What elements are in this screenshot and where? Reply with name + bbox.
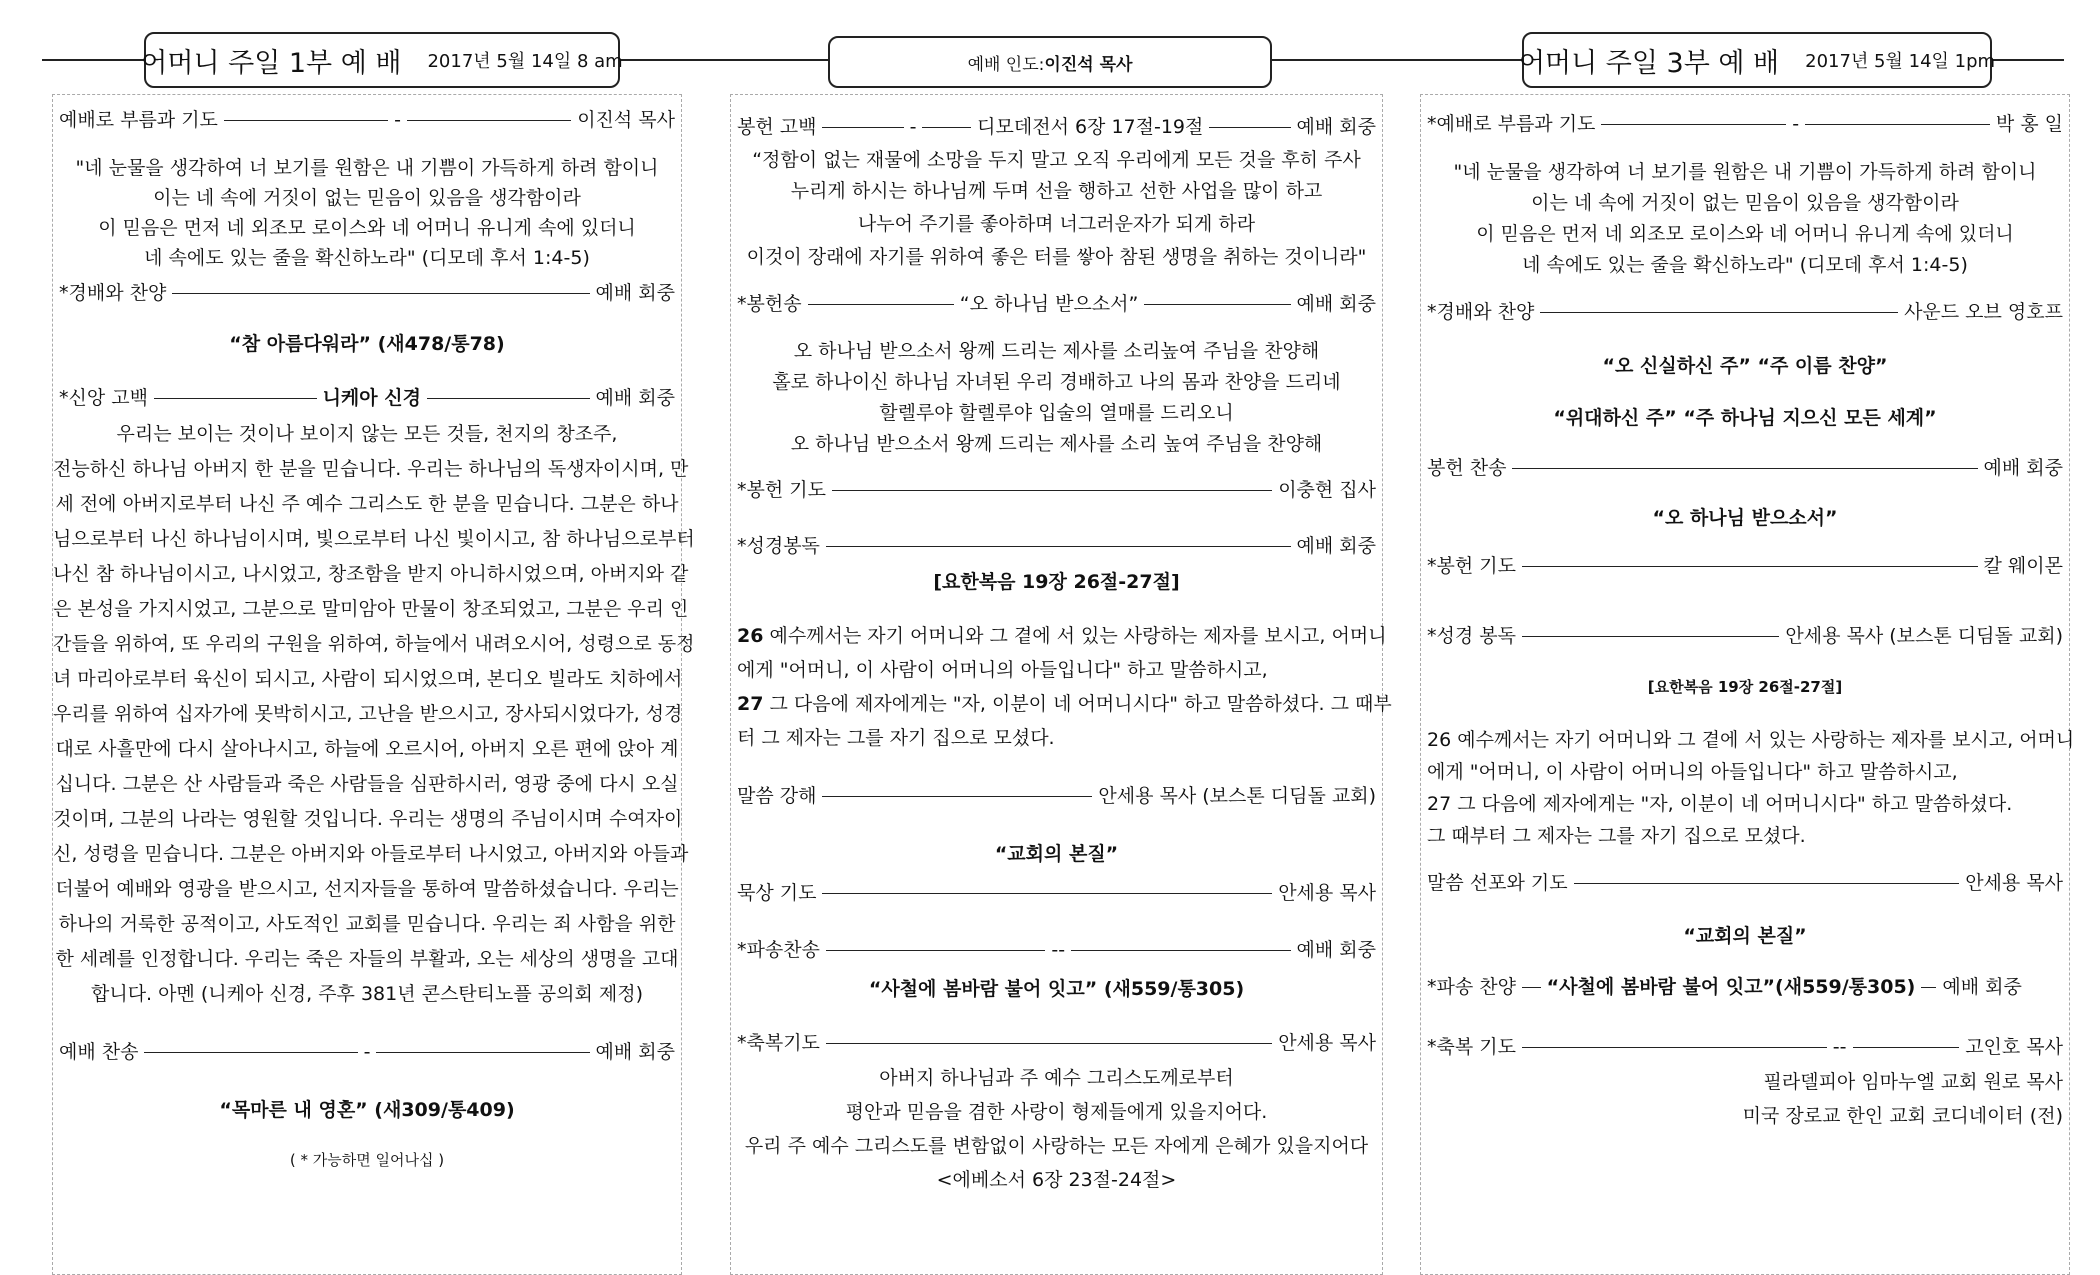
verse-line: 네 속에도 있는 줄을 확신하노라" (디모데 후서 1:4-5) [144, 247, 590, 269]
scripture-line: 27 그 다음에 제자에게는 "자, 이분이 네 어머니시다" 하고 말씀하셨다. [1427, 793, 2013, 815]
sending-song-line: *파송 찬양 “사철에 봄바람 불어 잇고” (새559/통305) 예배 회중 [1427, 976, 2022, 998]
praise-songs: “오 신실하신 주” “주 이름 찬양” [1602, 355, 1888, 377]
service-3-title: 어머니 주일 3부 예 배 [1518, 47, 1780, 79]
offering-prayer-line: *봉헌 기도 이충현 집사 [737, 479, 1376, 501]
sermon-line: 말씀 강해 안세용 목사 (보스톤 디딤돌 교회) [737, 785, 1376, 807]
service-1-title-box [141, 32, 623, 88]
leader-box [828, 36, 1272, 88]
silent-prayer-line: 묵상 기도 안세용 목사 [737, 882, 1376, 904]
blessing-text: <에베소서 6장 23절-24절> [936, 1169, 1177, 1191]
creed-text: 세 전에 아버지로부터 나신 주 예수 그리스도 한 분을 믿습니다. 그분은 하나 [55, 493, 679, 515]
reading-line: *성경봉독 예배 회중 [737, 535, 1376, 557]
offering-verse: “정함이 없는 재물에 소망을 두지 말고 오직 우리에게 모든 것을 후히 주사 [752, 149, 1361, 171]
leader-label: 예배 인도: [967, 54, 1045, 75]
scripture-line: 터 그 제자는 그를 자기 집으로 모셨다. [737, 727, 1055, 749]
offering-verse: 이것이 장래에 자기를 위하여 좋은 터를 쌓아 참된 생명을 취하는 것이니라" [746, 246, 1367, 268]
scripture-reference: [요한복음 19장 26절-27절] [1647, 678, 1843, 696]
blessing-line: *축복기도 안세용 목사 [737, 1032, 1376, 1054]
creed-text: 나신 참 하나님이시고, 나시었고, 창조함을 받지 아니하시었으며, 아버지와 같 [53, 563, 689, 585]
verse-line: 이 믿음은 먼저 네 외조모 로이스와 네 어머니 유니게 속에 있더니 [1476, 223, 2014, 245]
offering-verse: 나누어 주기를 좋아하며 너그러운자가 되게 하라 [857, 213, 1256, 235]
offering-song-line: *봉헌송 “오 하나님 받으소서” 예배 회중 [737, 293, 1377, 315]
blessing-text: 아버지 하나님과 주 예수 그리스도께로부터 [879, 1067, 1234, 1089]
standing-note: ( * 가능하면 일어나십 ) [289, 1151, 445, 1169]
verse-line: 이는 네 속에 거짓이 없는 믿음이 있음을 생각함이라 [1531, 192, 1959, 214]
service-3-title-box [1518, 32, 1996, 88]
song-lyrics: 오 하나님 받으소서 왕께 드리는 제사를 소리 높여 주님을 찬양해 [790, 433, 1323, 455]
blessing-line: *축복 기도 -- 고인호 목사 [1427, 1036, 2063, 1058]
song-lyrics: 할렐루야 할렐루야 입술의 열매를 드리오니 [879, 402, 1234, 424]
sending-song: “사철에 봄바람 불어 잇고” (새559/통305) [868, 978, 1245, 1000]
praise-song: “참 아름다워라” (새478/통78) [229, 333, 505, 355]
creed-text: 우리를 위하여 십자가에 못박히시고, 고난을 받으시고, 장사되시었다가, 성경 [53, 703, 683, 725]
column-worship-center [730, 94, 1392, 1275]
scripture-reference: [요한복음 19장 26절-27절] [933, 571, 1180, 593]
verse-line: 이 믿음은 먼저 네 외조모 로이스와 네 어머니 유니게 속에 있더니 [98, 217, 636, 239]
creed-text: 더불어 예배와 영광을 받으시고, 선지자들을 통하여 말씀하셨습니다. 우리는 [55, 878, 679, 900]
creed-text: 한 세례를 인정합니다. 우리는 죽은 자들의 부활과, 오는 세상의 생명을 고대 [55, 948, 679, 970]
offering-prayer-line: *봉헌 기도 칼 웨이몬 [1427, 555, 2063, 577]
sermon-line: 말씀 선포와 기도 안세용 목사 [1427, 872, 2063, 894]
scripture-line: 그 때부터 그 제자는 그를 자기 집으로 모셨다. [1427, 825, 1806, 847]
header-rule-right [1988, 59, 2064, 61]
reading-line: *성경 봉독 안세용 목사 (보스톤 디딤돌 교회) [1427, 625, 2063, 647]
creed-text: 전능하신 하나님 아버지 한 분을 믿습니다. 우리는 하나님의 독생자이시며, 만 [53, 458, 689, 480]
creed-text: 것이며, 그분의 나라는 영원할 것입니다. 우리는 생명의 주님이시며 수여자이 [53, 808, 683, 830]
song-lyrics: 홀로 하나이신 하나님 자녀된 우리 경배하고 나의 몸과 찬양을 드리네 [772, 371, 1341, 393]
creed-text: 신, 성령을 믿습니다. 그분은 아버지와 아들로부터 나시었고, 아버지와 아들과 [53, 843, 689, 865]
header-rule-left-mid [616, 59, 830, 61]
header-rule-right-mid [1268, 59, 1524, 61]
column-service-3 [1420, 94, 2075, 1275]
sending-song-line: *파송찬송 -- 예배 회중 [737, 939, 1377, 961]
header-rule-left [42, 59, 148, 61]
scripture-line: 27 그 다음에 제자에게는 "자, 이분이 네 어머니시다" 하고 말씀하셨다. 그 때부 [737, 693, 1392, 715]
scripture-line: 에게 "어머니, 이 사람이 어머니의 아들입니다" 하고 말씀하시고, [1427, 761, 1958, 783]
blessing-text: 평안과 믿음을 겸한 사랑이 형제들에게 있을지어다. [845, 1101, 1268, 1123]
scripture-line: 에게 "어머니, 이 사람이 어머니의 아들입니다" 하고 말씀하시고, [737, 659, 1268, 681]
offering-song-line: 봉헌 찬송 예배 회중 [1427, 457, 2063, 479]
creed-text: 하나의 거룩한 공적이고, 사도적인 교회를 믿습니다. 우리는 죄 사함을 위한 [58, 913, 676, 935]
blessing-text: 우리 주 예수 그리스도를 변함없이 사랑하는 모든 자에게 은혜가 있을지어다 [744, 1135, 1369, 1157]
praise-line: *경배와 찬양 예배 회중 [59, 282, 675, 304]
creed-text: 합니다. 아멘 (니케아 신경, 주후 381년 콘스탄티노플 공의회 제정) [91, 983, 643, 1005]
sermon-title: “교회의 본질” [994, 843, 1119, 865]
creed-text: 대로 사흘만에 다시 살아나시고, 하늘에 오르시어, 아버지 오른 편에 앉아 계 [55, 738, 679, 760]
praise-songs: “위대하신 주” “주 하나님 지으신 모든 세계” [1553, 407, 1937, 429]
verse-line: "네 눈물을 생각하여 너 보기를 원함은 내 기쁨이 가득하게 하려 함이니 [75, 157, 659, 179]
scripture-line: 26 예수께서는 자기 어머니와 그 곁에 서 있는 사랑하는 제자를 보시고, 어머니 [1427, 729, 2075, 751]
scripture-line: 26 예수께서는 자기 어머니와 그 곁에 서 있는 사랑하는 제자를 보시고, 어머니 [737, 625, 1387, 647]
service-3-date: 2017년 5월 14일 1pm [1805, 51, 1996, 72]
creed-text: 님으로부터 나신 하나님이시며, 빛으로부터 나신 빛이시고, 참 하나님으로부터 [53, 528, 695, 550]
song-lyrics: 오 하나님 받으소서 왕께 드리는 제사를 소리높여 주님을 찬양해 [793, 340, 1320, 362]
creed-line: *신앙 고백 니케아 신경 예배 회중 [59, 387, 676, 409]
offering-confession-line: 봉헌 고백 - 디모데전서 6장 17절-19절 예배 회중 [737, 116, 1376, 138]
hymn-song: “목마른 내 영혼” (새309/통409) [219, 1099, 515, 1121]
verse-line: 이는 네 속에 거짓이 없는 믿음이 있음을 생각함이라 [153, 187, 581, 209]
call-to-worship-line: 예배로 부름과 기도 - 이진석 목사 [59, 109, 675, 131]
verse-line: 네 속에도 있는 줄을 확신하노라" (디모데 후서 1:4-5) [1522, 254, 1968, 276]
service-1-date: 2017년 5월 14일 8 am [427, 51, 623, 72]
hymn-line: 예배 찬송 - 예배 회중 [59, 1041, 676, 1063]
sermon-title: “교회의 본질” [1683, 925, 1807, 947]
leader-name: 이진석 목사 [1044, 54, 1133, 75]
offering-song-title: “오 하나님 받으소서” [1652, 507, 1838, 529]
offering-verse: 누리게 하시는 하나님께 두며 선을 행하고 선한 사업을 많이 하고 [790, 180, 1323, 202]
creed-text: 십니다. 그분은 산 사람들과 죽은 사람들을 심판하시러, 영광 중에 다시 오실 [55, 773, 679, 795]
blessing-pastor-info: 필라델피아 임마누엘 교회 원로 목사 [1763, 1071, 2063, 1093]
creed-text: 은 본성을 가지시었고, 그분으로 말미암아 만물이 창조되었고, 그분은 우리 인 [53, 598, 689, 620]
creed-text: 녀 마리아로부터 육신이 되시고, 사람이 되시었으며, 본디오 빌라도 치하에서 [53, 668, 683, 690]
column-service-1 [52, 94, 695, 1275]
blessing-pastor-info: 미국 장로교 한인 교회 코디네이터 (전) [1742, 1105, 2063, 1127]
praise-line: *경배와 찬양 사운드 오브 영호프 [1427, 301, 2063, 323]
creed-text: 우리는 보이는 것이나 보이지 않는 모든 것들, 천지의 창조주, [116, 423, 618, 445]
call-to-worship-line: *예배로 부름과 기도 - 박 홍 일 [1427, 113, 2063, 135]
verse-line: "네 눈물을 생각하여 너 보기를 원함은 내 기쁨이 가득하게 하려 함이니 [1453, 161, 2037, 183]
service-1-title: 어머니 주일 1부 예 배 [141, 47, 402, 79]
creed-text: 간들을 위하여, 또 우리의 구원을 위하여, 하늘에서 내려오시어, 성령으로 동정 [53, 633, 695, 655]
